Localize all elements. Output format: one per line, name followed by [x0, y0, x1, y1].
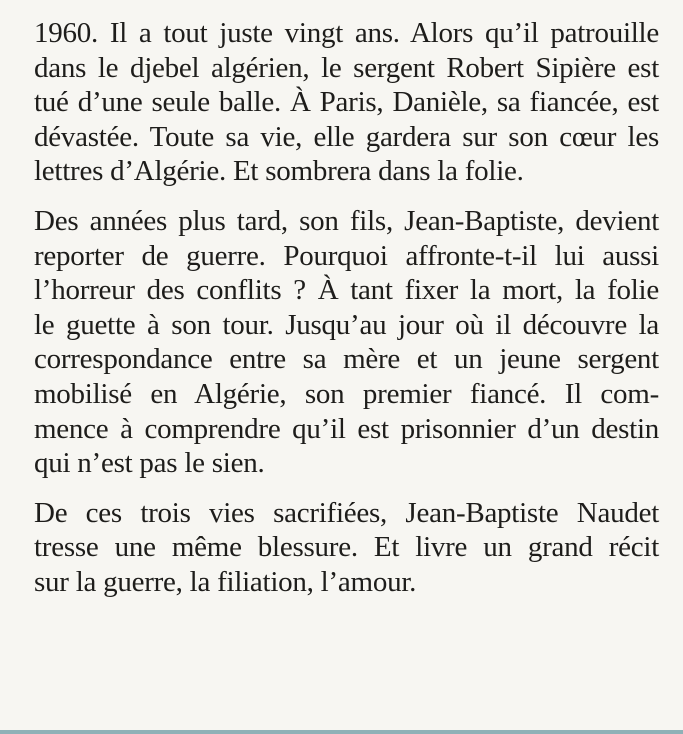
text-line: sur la guerre, la filiation, l’amour. — [34, 565, 417, 598]
text-line: mobilisé en Algérie, son premier fiancé. Il com- — [34, 377, 659, 410]
paragraph-2 — [34, 204, 659, 481]
text-line: l’horreur des conflits ? À tant fixer la mort, la folie — [34, 274, 659, 307]
text-line: qui n’est pas le sien. — [34, 447, 265, 480]
text-line: dévastée. Toute sa vie, elle gardera sur son cœur les — [34, 120, 659, 153]
text-line: correspondance entre sa mère et un jeune sergent — [34, 343, 659, 376]
text-line: lettres d’Algérie. Et sombrera dans la folie. — [34, 155, 524, 188]
text-line: De ces trois vies sacrifiées, Jean-Baptiste Naudet — [34, 496, 659, 529]
text-line: 1960. Il a tout juste vingt ans. Alors qu’il patrouille — [34, 17, 659, 49]
text-line: tresse une même blessure. Et livre un grand récit — [34, 531, 659, 564]
text-line: le guette à son tour. Jusqu’au jour où il découvre la — [34, 308, 659, 341]
text-line: tué d’une seule balle. À Paris, Danièle, sa fiancée, est — [34, 86, 659, 119]
bottom-edge-rule — [0, 730, 683, 734]
text-line: mence à comprendre qu’il est prisonnier d’un destin — [34, 412, 659, 445]
text-line: Des années plus tard, son fils, Jean-Baptiste, devient — [34, 204, 659, 237]
blurb-text — [34, 16, 659, 615]
text-line: reporter de guerre. Pourquoi affronte-t-il lui aussi — [34, 239, 659, 272]
paragraph-1 — [34, 16, 659, 189]
text-line: dans le djebel algérien, le sergent Robert Sipière est — [34, 51, 659, 84]
paragraph-3 — [34, 496, 659, 600]
